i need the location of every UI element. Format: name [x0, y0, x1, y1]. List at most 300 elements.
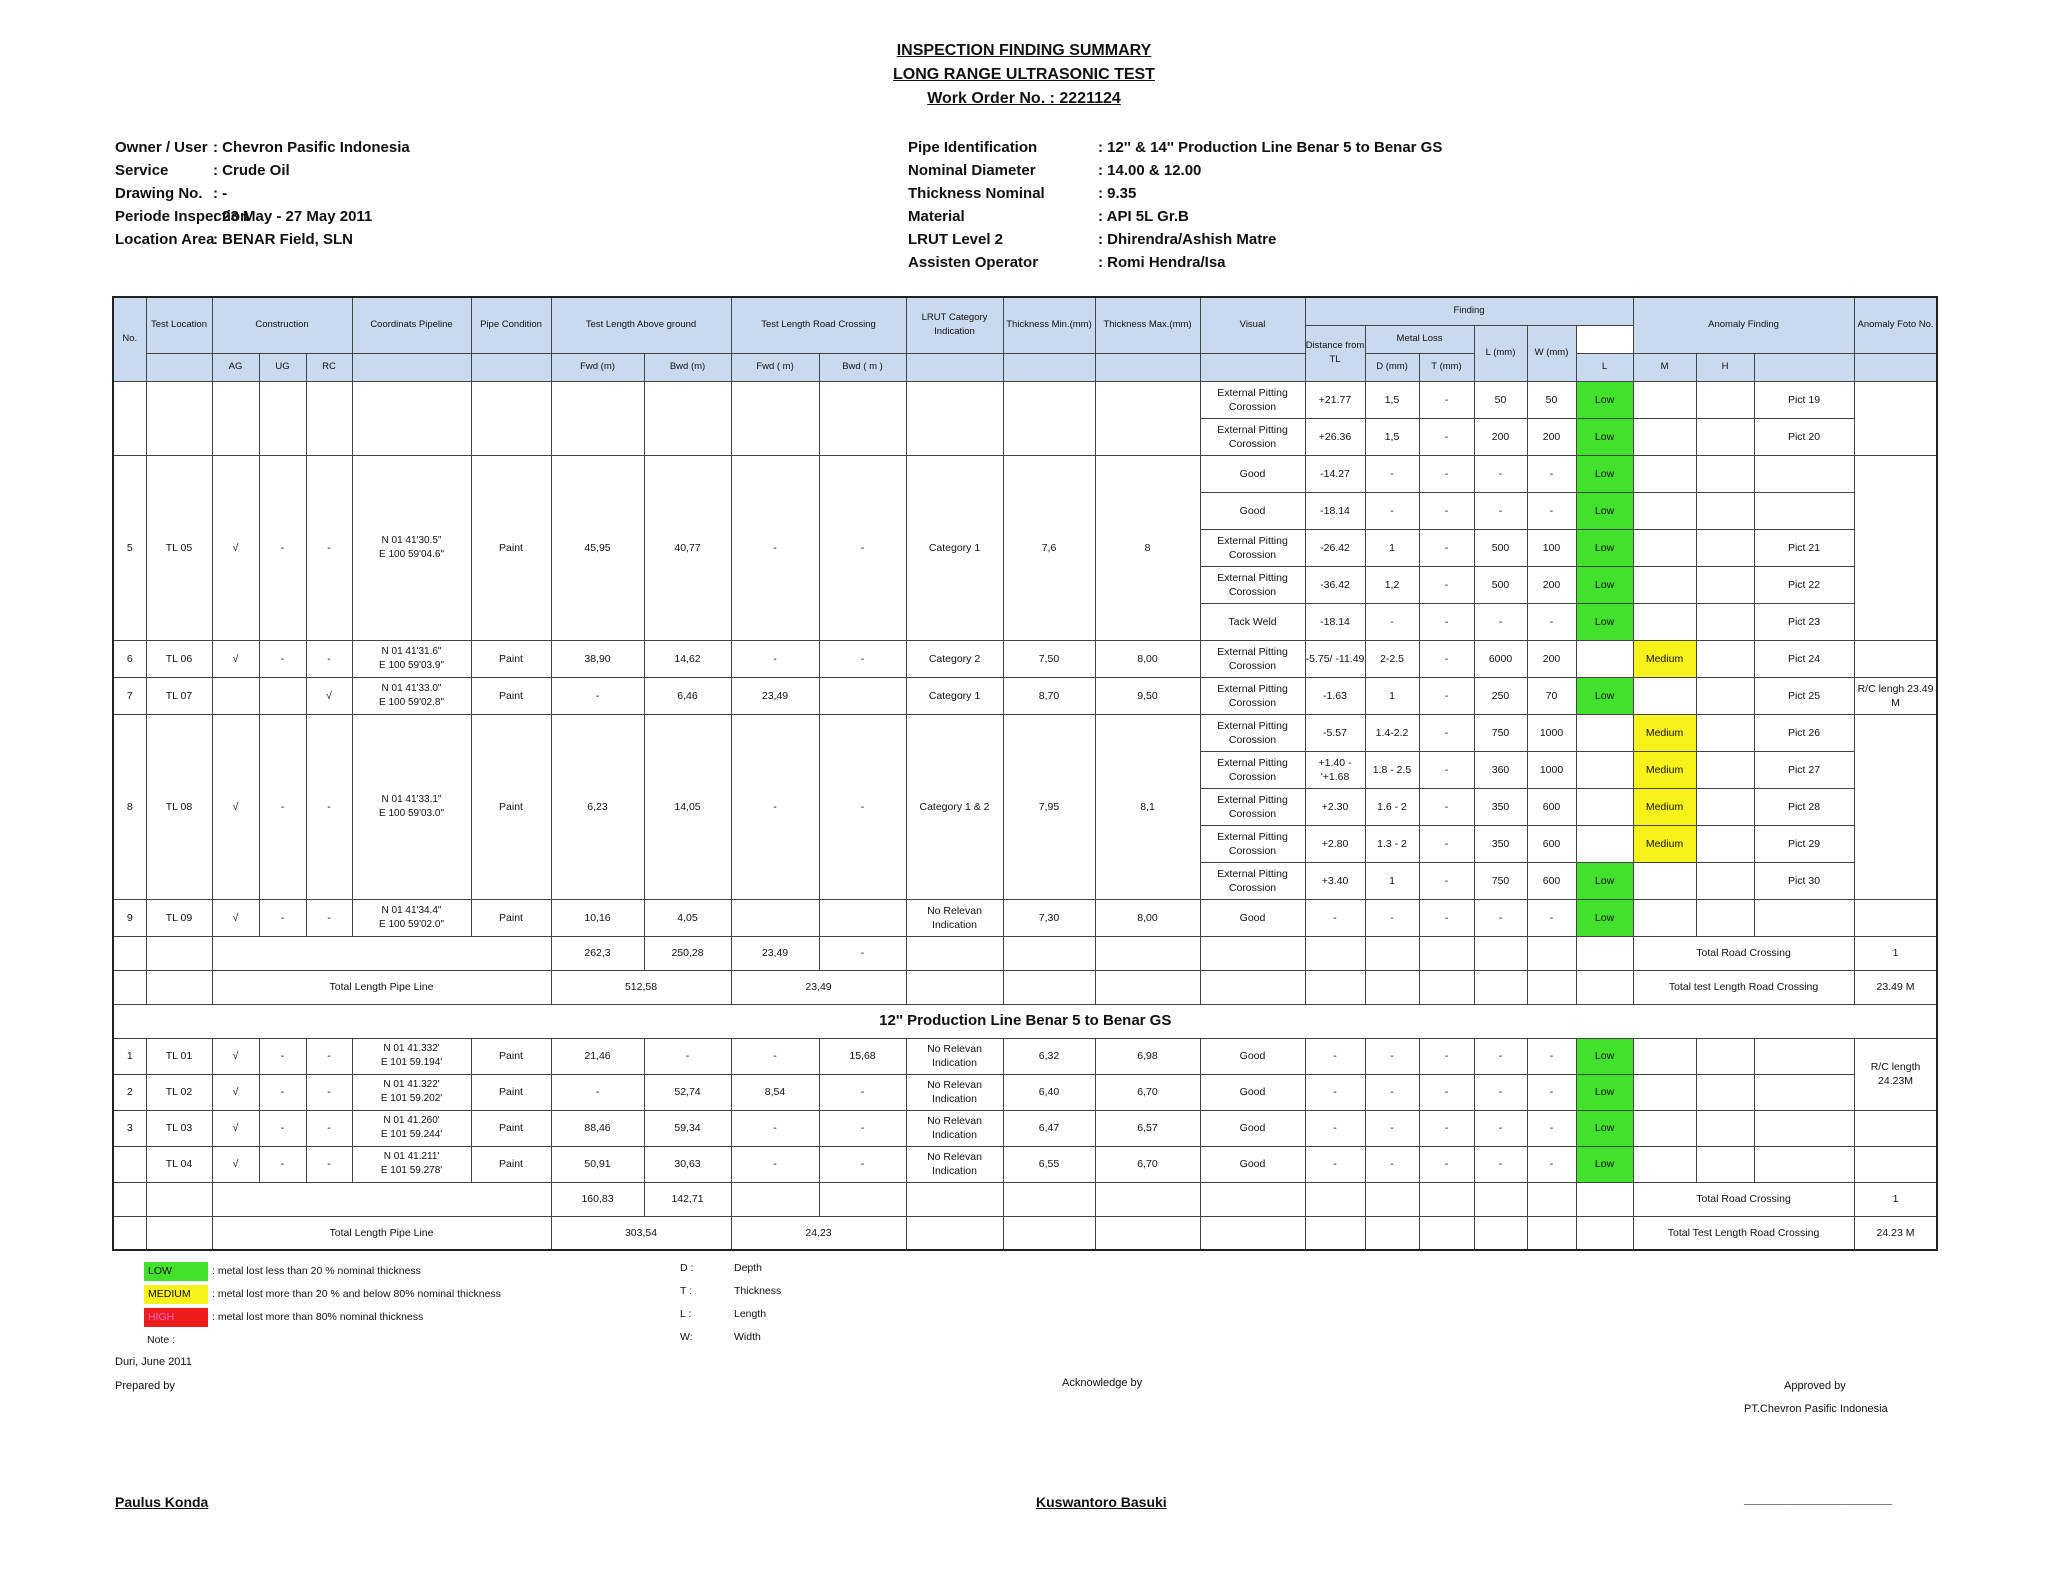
col-finding: Finding — [1305, 297, 1633, 325]
width-cell: 100 — [1527, 529, 1576, 566]
info-row — [115, 182, 410, 205]
table-cell — [1095, 1216, 1200, 1250]
foto-cell: Pict 19 — [1754, 381, 1854, 418]
info-value: : 23 May - 27 May 2011 — [213, 208, 373, 225]
anomaly-medium — [1633, 603, 1696, 640]
table-cell — [1003, 970, 1095, 1004]
empty-cell — [212, 381, 259, 455]
length-cell: - — [1474, 1146, 1527, 1182]
coordinate-cell — [352, 1074, 471, 1110]
total-fwd: 262,3 — [551, 936, 644, 970]
anomaly-low — [1576, 825, 1633, 862]
anomaly-low: Low — [1576, 418, 1633, 455]
pipe-condition-cell: Paint — [471, 1074, 551, 1110]
visual-cell: External Pitting Corossion — [1200, 788, 1305, 825]
total-length-value: 512,58 — [551, 970, 731, 1004]
abbrev-key: W: — [680, 1331, 693, 1343]
empty-cell — [1095, 381, 1200, 455]
legend-row — [144, 1285, 501, 1308]
anomaly-low — [1576, 714, 1633, 751]
thickness-cell: - — [1419, 1074, 1474, 1110]
width-cell: - — [1527, 1146, 1576, 1182]
col-level-high: H — [1696, 353, 1754, 381]
ug-cell: - — [259, 1074, 306, 1110]
inspection-table — [112, 296, 1938, 1251]
total-rc-bwd: - — [819, 936, 906, 970]
thickness-cell: - — [1419, 899, 1474, 936]
total-rc-length-value: 24,23 — [731, 1216, 906, 1250]
col-no: No. — [113, 297, 146, 381]
anomaly-high — [1696, 566, 1754, 603]
abbrev-key: D : — [680, 1262, 694, 1274]
no-cell: 6 — [113, 640, 146, 677]
table-row — [113, 714, 1937, 751]
table-cell — [1200, 1182, 1305, 1216]
thickness-cell: - — [1419, 1110, 1474, 1146]
visual-cell: Good — [1200, 1146, 1305, 1182]
bwd-cell: 14,05 — [644, 714, 731, 899]
foto-cell — [1754, 1074, 1854, 1110]
rc-fwd-cell: - — [731, 714, 819, 899]
total-length-label: Total Length Pipe Line — [212, 1216, 551, 1250]
test-location-cell: TL 08 — [146, 714, 212, 899]
thk-min-cell: 7,50 — [1003, 640, 1095, 677]
info-key: Assisten Operator — [908, 254, 1039, 271]
thickness-cell: - — [1419, 566, 1474, 603]
ag-cell: √ — [212, 1038, 259, 1074]
depth-cell: - — [1365, 899, 1419, 936]
depth-cell: - — [1365, 1146, 1419, 1182]
thickness-cell: - — [1419, 825, 1474, 862]
fwd-cell: 88,46 — [551, 1110, 644, 1146]
table-cell — [1419, 970, 1474, 1004]
col-blank — [1854, 353, 1937, 381]
visual-cell: External Pitting Corossion — [1200, 751, 1305, 788]
rc-bwd-cell: - — [819, 1110, 906, 1146]
rc-cell: - — [306, 1146, 352, 1182]
anomaly-medium — [1633, 1074, 1696, 1110]
coord-east: E 101 59.194' — [380, 1057, 443, 1068]
total-fwd: 160,83 — [551, 1182, 644, 1216]
legend-row — [144, 1308, 501, 1331]
visual-cell: External Pitting Corossion — [1200, 566, 1305, 603]
anomaly-medium: Medium — [1633, 825, 1696, 862]
table-cell — [1419, 1216, 1474, 1250]
col-rc: RC — [306, 353, 352, 381]
distance-cell: +3.40 — [1305, 862, 1365, 899]
table-row — [113, 381, 1937, 418]
rc-fwd-cell: 23,49 — [731, 677, 819, 714]
ag-cell: √ — [212, 455, 259, 640]
remark-cell: R/C lengh 23.49 M — [1854, 677, 1937, 714]
coord-north: N 01 41'33.1" — [381, 793, 442, 805]
test-location-cell: TL 01 — [146, 1038, 212, 1074]
info-value: : Crude Oil — [213, 162, 290, 179]
anomaly-medium: Medium — [1633, 751, 1696, 788]
table-row — [113, 1004, 1937, 1038]
bwd-cell: 4,05 — [644, 899, 731, 936]
thickness-cell: - — [1419, 603, 1474, 640]
rc-fwd-cell: - — [731, 1146, 819, 1182]
left-info-block — [115, 136, 410, 251]
ug-cell — [259, 677, 306, 714]
abbrev-row — [680, 1285, 781, 1308]
distance-cell: - — [1305, 1038, 1365, 1074]
anomaly-high — [1696, 1038, 1754, 1074]
foto-cell — [1754, 1110, 1854, 1146]
table-cell — [146, 1182, 212, 1216]
remark-cell — [1854, 1146, 1937, 1182]
anomaly-high — [1696, 640, 1754, 677]
anomaly-medium — [1633, 566, 1696, 603]
rc-bwd-cell: - — [819, 640, 906, 677]
foto-cell: Pict 22 — [1754, 566, 1854, 603]
visual-cell: External Pitting Corossion — [1200, 529, 1305, 566]
anomaly-high — [1696, 825, 1754, 862]
thk-max-cell: 6,70 — [1095, 1074, 1200, 1110]
thk-min-cell: 6,40 — [1003, 1074, 1095, 1110]
no-cell: 3 — [113, 1110, 146, 1146]
foto-cell: Pict 21 — [1754, 529, 1854, 566]
lrut-cell: No Relevan Indication — [906, 1074, 1003, 1110]
table-cell — [1365, 1216, 1419, 1250]
width-cell: - — [1527, 1038, 1576, 1074]
signature-acknowledge: Kuswantoro Basuki — [1036, 1494, 1167, 1510]
total-road-crossing-value: 1 — [1854, 936, 1937, 970]
table-cell — [1095, 970, 1200, 1004]
anomaly-medium — [1633, 418, 1696, 455]
thk-min-cell: 6,55 — [1003, 1146, 1095, 1182]
anomaly-low: Low — [1576, 381, 1633, 418]
ag-cell: √ — [212, 1074, 259, 1110]
anomaly-high — [1696, 1110, 1754, 1146]
coordinate-cell — [352, 1110, 471, 1146]
empty-cell — [352, 381, 471, 455]
table-cell — [212, 936, 551, 970]
ug-cell: - — [259, 1110, 306, 1146]
col-level-medium: M — [1633, 353, 1696, 381]
remark-cell — [1854, 899, 1937, 936]
thk-min-cell: 7,95 — [1003, 714, 1095, 899]
legend-text: : metal lost more than 80% nominal thickness — [212, 1311, 424, 1324]
bwd-cell: 30,63 — [644, 1146, 731, 1182]
col-metal-loss: Metal Loss — [1365, 325, 1474, 353]
fwd-cell: - — [551, 1074, 644, 1110]
lrut-cell: No Relevan Indication — [906, 1038, 1003, 1074]
coordinate-cell — [352, 455, 471, 640]
coord-east: E 100 59'02.8" — [379, 696, 444, 708]
distance-cell: +1.40 - '+1.68 — [1305, 751, 1365, 788]
no-cell: 2 — [113, 1074, 146, 1110]
rc-cell: √ — [306, 677, 352, 714]
foto-cell: Pict 25 — [1754, 677, 1854, 714]
thickness-cell: - — [1419, 640, 1474, 677]
test-location-cell: TL 02 — [146, 1074, 212, 1110]
length-cell: 250 — [1474, 677, 1527, 714]
visual-cell: Good — [1200, 455, 1305, 492]
fwd-cell: 10,16 — [551, 899, 644, 936]
width-cell: 600 — [1527, 862, 1576, 899]
width-cell: 200 — [1527, 640, 1576, 677]
legend-text: : metal lost more than 20 % and below 80% nominal thickness — [212, 1288, 501, 1301]
col-visual: Visual — [1200, 297, 1305, 353]
table-cell — [1365, 936, 1419, 970]
empty-cell — [819, 381, 906, 455]
thickness-cell: - — [1419, 1146, 1474, 1182]
pipe-condition-cell: Paint — [471, 899, 551, 936]
table-cell — [1474, 1216, 1527, 1250]
visual-cell: Good — [1200, 492, 1305, 529]
remark-cell — [1854, 640, 1937, 677]
table-cell — [1200, 970, 1305, 1004]
ag-cell: √ — [212, 899, 259, 936]
table-cell — [1527, 1216, 1576, 1250]
info-key: Service — [115, 162, 169, 179]
distance-cell: -5.75/ -11.49 — [1305, 640, 1365, 677]
rc-bwd-cell — [819, 899, 906, 936]
coordinate-cell — [352, 1038, 471, 1074]
table-cell — [1305, 1182, 1365, 1216]
bwd-cell: 40,77 — [644, 455, 731, 640]
depth-cell: 1.3 - 2 — [1365, 825, 1419, 862]
info-key: Owner / User — [115, 139, 208, 156]
lrut-cell: No Relevan Indication — [906, 1110, 1003, 1146]
table-cell — [212, 1182, 551, 1216]
table-cell — [906, 1182, 1003, 1216]
anomaly-high — [1696, 603, 1754, 640]
length-cell: 350 — [1474, 825, 1527, 862]
thickness-cell: - — [1419, 751, 1474, 788]
length-cell: 50 — [1474, 381, 1527, 418]
table-row — [113, 1074, 1937, 1110]
col-coordinats: Coordinats Pipeline — [352, 297, 471, 353]
table-cell — [1305, 970, 1365, 1004]
visual-cell: Good — [1200, 1038, 1305, 1074]
total-rc-fwd — [731, 1182, 819, 1216]
depth-cell: 2-2.5 — [1365, 640, 1419, 677]
anomaly-low: Low — [1576, 677, 1633, 714]
info-row — [115, 205, 410, 228]
coord-north: N 01 41'31.6" — [381, 645, 442, 657]
col-d-mm: D (mm) — [1365, 353, 1419, 381]
distance-cell: - — [1305, 1074, 1365, 1110]
anomaly-high — [1696, 899, 1754, 936]
coordinate-cell — [352, 899, 471, 936]
anomaly-low: Low — [1576, 492, 1633, 529]
table-cell — [1003, 1216, 1095, 1250]
width-cell: 1000 — [1527, 751, 1576, 788]
depth-cell: 1 — [1365, 862, 1419, 899]
col-w-mm: W (mm) — [1527, 325, 1576, 381]
empty-cell — [259, 381, 306, 455]
lrut-cell: Category 1 — [906, 455, 1003, 640]
visual-cell: Tack Weld — [1200, 603, 1305, 640]
prepared-by: Prepared by — [115, 1380, 175, 1392]
distance-cell: -1.63 — [1305, 677, 1365, 714]
total-length-value: 303,54 — [551, 1216, 731, 1250]
test-location-cell: TL 07 — [146, 677, 212, 714]
length-cell: - — [1474, 1074, 1527, 1110]
col-test-length-rc: Test Length Road Crossing — [731, 297, 906, 353]
info-value: : - — [213, 185, 228, 202]
depth-cell: 1,2 — [1365, 566, 1419, 603]
col-lrut: LRUT Category Indication — [906, 297, 1003, 353]
anomaly-low: Low — [1576, 1074, 1633, 1110]
rc-cell: - — [306, 899, 352, 936]
remark-cell — [1854, 1110, 1937, 1146]
visual-cell: External Pitting Corossion — [1200, 640, 1305, 677]
rc-cell: - — [306, 714, 352, 899]
info-row — [908, 182, 1442, 205]
anomaly-low — [1576, 788, 1633, 825]
distance-cell: - — [1305, 1146, 1365, 1182]
width-cell: 50 — [1527, 381, 1576, 418]
anomaly-low: Low — [1576, 455, 1633, 492]
col-blank — [146, 353, 212, 381]
col-fwd: Fwd (m) — [551, 353, 644, 381]
abbrev-key: T : — [680, 1285, 693, 1297]
visual-cell: External Pitting Corossion — [1200, 825, 1305, 862]
fwd-cell: 50,91 — [551, 1146, 644, 1182]
table-cell — [1003, 936, 1095, 970]
table-cell — [906, 970, 1003, 1004]
col-anomaly-finding: Anomaly Finding — [1633, 297, 1854, 353]
anomaly-high — [1696, 714, 1754, 751]
width-cell: - — [1527, 455, 1576, 492]
table-cell — [113, 1182, 146, 1216]
total-road-crossing-label: Total Road Crossing — [1633, 1182, 1854, 1216]
col-l-mm: L (mm) — [1474, 325, 1527, 381]
remark-cell — [1854, 381, 1937, 455]
table-row — [113, 1110, 1937, 1146]
thickness-cell: - — [1419, 418, 1474, 455]
anomaly-medium — [1633, 899, 1696, 936]
col-blank — [352, 353, 471, 381]
coordinate-cell — [352, 677, 471, 714]
coord-east: E 101 59.278' — [380, 1165, 443, 1176]
ug-cell: - — [259, 1146, 306, 1182]
table-cell — [1474, 1182, 1527, 1216]
legend-row — [144, 1262, 501, 1285]
thickness-cell: - — [1419, 862, 1474, 899]
coord-north: N 01 41.332' — [383, 1043, 440, 1054]
no-cell — [113, 1146, 146, 1182]
acknowledge-by: Acknowledge by — [1062, 1377, 1143, 1389]
anomaly-medium — [1633, 862, 1696, 899]
info-row — [908, 205, 1442, 228]
info-value: : 12'' & 14'' Production Line Benar 5 to Benar GS — [1098, 139, 1443, 156]
table-cell — [1365, 1182, 1419, 1216]
info-row — [908, 159, 1442, 182]
anomaly-medium — [1633, 1146, 1696, 1182]
width-cell: 1000 — [1527, 714, 1576, 751]
pipe-condition-cell: Paint — [471, 455, 551, 640]
test-location-cell: TL 03 — [146, 1110, 212, 1146]
pipe-condition-cell: Paint — [471, 714, 551, 899]
legend-swatch: LOW — [144, 1262, 208, 1281]
abbrev-row — [680, 1262, 781, 1285]
coord-east: E 100 59'02.0" — [379, 918, 444, 930]
rc-bwd-cell: - — [819, 1146, 906, 1182]
foto-cell: Pict 20 — [1754, 418, 1854, 455]
depth-cell: - — [1365, 603, 1419, 640]
thk-min-cell: 8,70 — [1003, 677, 1095, 714]
table-row — [113, 455, 1937, 492]
thickness-cell: - — [1419, 677, 1474, 714]
abbrev-value: Thickness — [734, 1285, 782, 1297]
length-cell: 750 — [1474, 862, 1527, 899]
table-row — [113, 1216, 1937, 1250]
total-test-rc-value: 24.23 M — [1854, 1216, 1937, 1250]
thk-max-cell: 8 — [1095, 455, 1200, 640]
distance-cell: -36.42 — [1305, 566, 1365, 603]
length-cell: - — [1474, 899, 1527, 936]
col-rc-bwd: Bwd ( m ) — [819, 353, 906, 381]
no-cell: 7 — [113, 677, 146, 714]
table-cell — [1576, 1216, 1633, 1250]
fwd-cell: 38,90 — [551, 640, 644, 677]
anomaly-high — [1696, 1146, 1754, 1182]
table-cell — [1305, 1216, 1365, 1250]
legend — [144, 1262, 501, 1331]
thk-max-cell: 8,00 — [1095, 640, 1200, 677]
no-cell: 8 — [113, 714, 146, 899]
anomaly-high — [1696, 455, 1754, 492]
rc-bwd-cell: - — [819, 714, 906, 899]
depth-cell: - — [1365, 1038, 1419, 1074]
abbrev-value: Length — [734, 1308, 767, 1320]
col-blank — [471, 353, 551, 381]
signature-approved-line: ___________________ — [1744, 1490, 1892, 1506]
anomaly-medium: Medium — [1633, 714, 1696, 751]
thk-min-cell: 7,30 — [1003, 899, 1095, 936]
table-row — [113, 899, 1937, 936]
rc-bwd-cell: - — [819, 455, 906, 640]
distance-cell: +2.80 — [1305, 825, 1365, 862]
no-cell: 5 — [113, 455, 146, 640]
work-order: Work Order No. : 2221124 — [927, 90, 1121, 107]
ag-cell: √ — [212, 1110, 259, 1146]
coord-north: N 01 41'34.4" — [381, 904, 442, 916]
total-rc-fwd: 23,49 — [731, 936, 819, 970]
info-value: : Romi Hendra/Isa — [1098, 254, 1226, 271]
test-location-cell: TL 04 — [146, 1146, 212, 1182]
rc-bwd-cell: - — [819, 1074, 906, 1110]
bwd-cell: - — [644, 1038, 731, 1074]
col-distance: Distance from TL — [1305, 325, 1365, 381]
foto-cell: Pict 29 — [1754, 825, 1854, 862]
info-key: Pipe Identification — [908, 139, 1038, 156]
lrut-cell: Category 1 — [906, 677, 1003, 714]
abbrev-value: Width — [734, 1331, 761, 1343]
coord-east: E 101 59.244' — [380, 1129, 443, 1140]
table-cell — [1576, 936, 1633, 970]
table-cell — [1095, 1182, 1200, 1216]
pipe-condition-cell: Paint — [471, 1110, 551, 1146]
table-row — [113, 677, 1937, 714]
thk-max-cell: 6,98 — [1095, 1038, 1200, 1074]
info-value: : Chevron Pasific Indonesia — [213, 139, 410, 156]
fwd-cell: 6,23 — [551, 714, 644, 899]
table-cell — [1200, 1216, 1305, 1250]
place-date: Duri, June 2011 — [115, 1356, 192, 1368]
anomaly-medium — [1633, 455, 1696, 492]
coordinate-cell — [352, 714, 471, 899]
thickness-cell: - — [1419, 529, 1474, 566]
anomaly-low: Low — [1576, 1146, 1633, 1182]
empty-cell — [146, 381, 212, 455]
info-value: : 9.35 — [1098, 185, 1137, 202]
